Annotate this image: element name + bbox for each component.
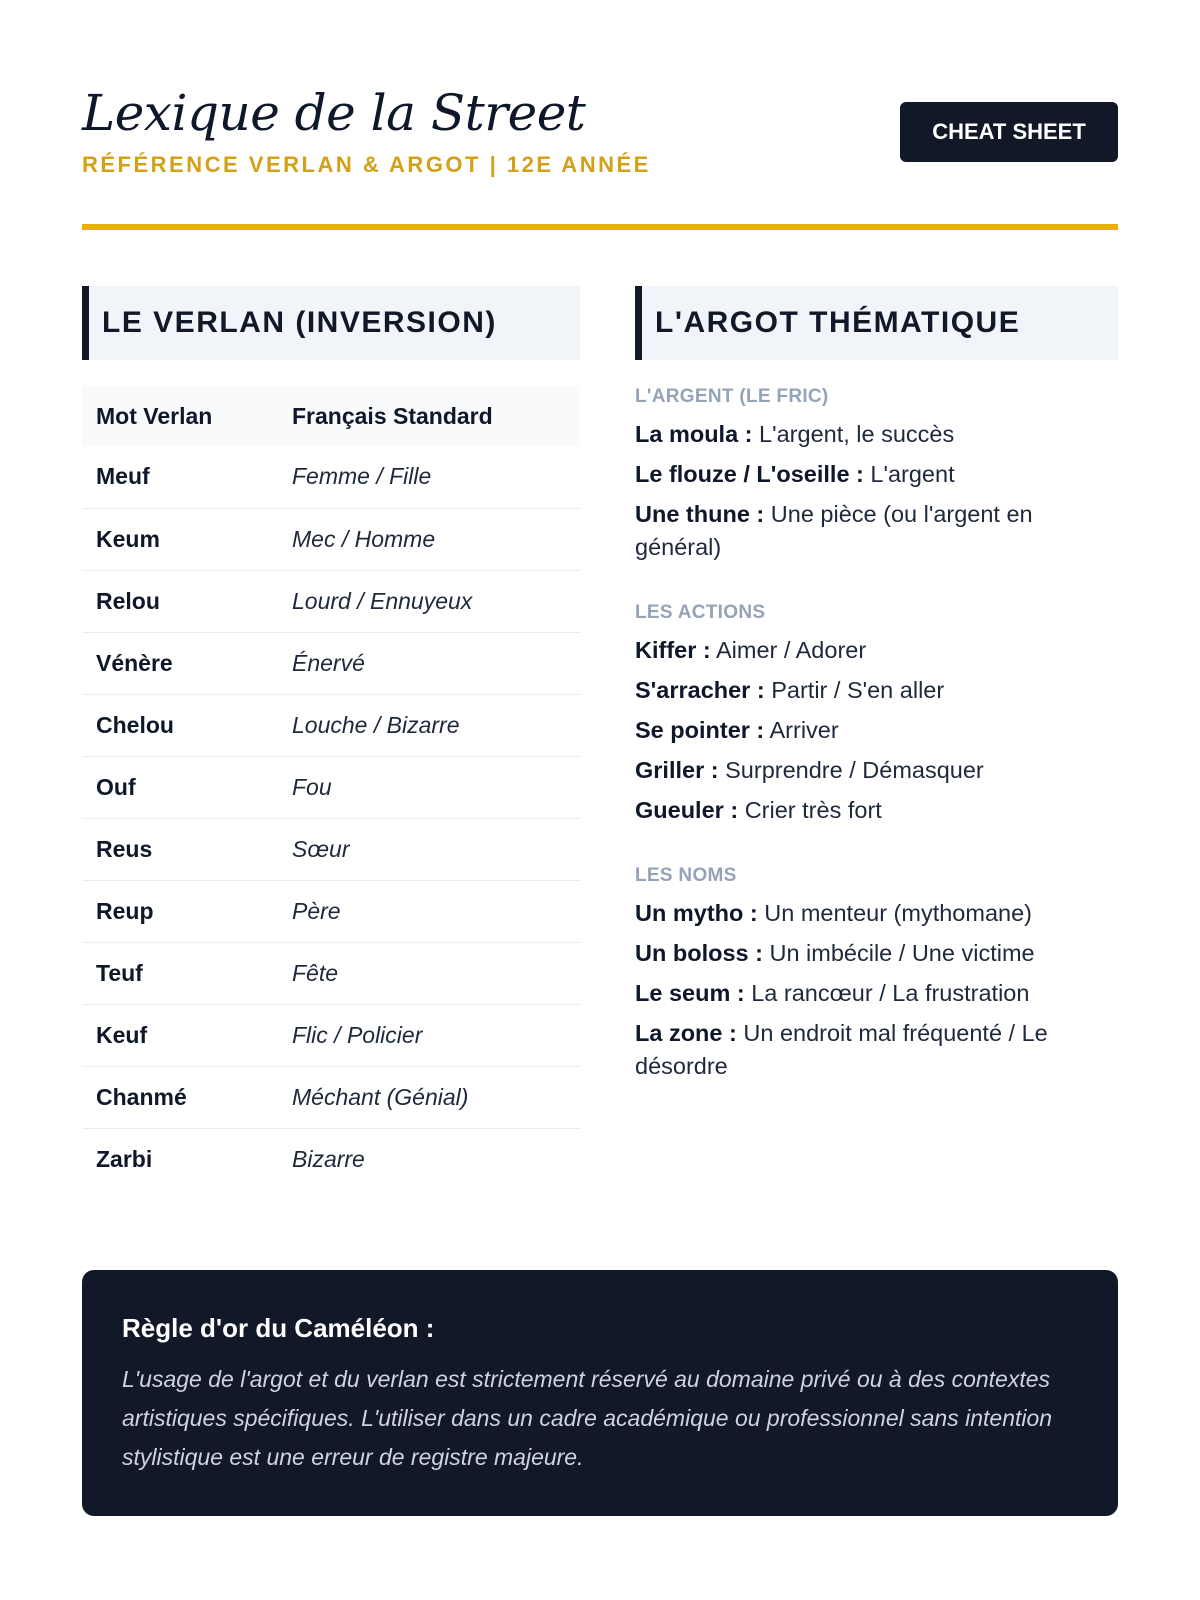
standard-meaning: Bizarre xyxy=(292,1145,365,1172)
standard-meaning: Fête xyxy=(278,942,580,1004)
argot-section xyxy=(635,286,1118,1090)
slang-definition: Une pièce (ou l'argent en général) xyxy=(635,501,1033,560)
slang-term: Kiffer : xyxy=(635,637,711,663)
standard-meaning: Mec / Homme xyxy=(278,508,580,570)
table-row xyxy=(82,818,580,880)
standard-meaning: Lourd / Ennuyeux xyxy=(278,570,580,632)
list-item xyxy=(635,674,1118,707)
slang-term: Se pointer : xyxy=(635,717,765,743)
slang-term: Gueuler : xyxy=(635,797,739,823)
verlan-word: Ouf xyxy=(82,756,278,818)
table-row xyxy=(82,694,580,756)
table-row xyxy=(82,1128,580,1190)
table-row xyxy=(82,446,580,508)
golden-rule-title: Règle d'or du Caméléon : xyxy=(122,1313,435,1343)
verlan-word: Teuf xyxy=(82,942,278,1004)
page-subtitle: RÉFÉRENCE VERLAN & ARGOT | 12E ANNÉE xyxy=(82,152,651,177)
cheat-sheet-badge: CHEAT SHEET xyxy=(900,102,1118,162)
argot-groups xyxy=(635,386,1118,1083)
slang-definition: La rancœur / La frustration xyxy=(751,980,1030,1006)
slang-definition: Crier très fort xyxy=(744,797,882,823)
verlan-word: Relou xyxy=(82,570,278,632)
golden-rule-text: L'usage de l'argot et du verlan est strictement réservé au domaine privé ou à des contextes artistiques spécifiques. L'utiliser dans un cadre académique ou professionnel sans intention stylistique est une erreur de registre majeure. xyxy=(122,1366,1053,1470)
list-item xyxy=(635,897,1118,930)
argot-group-title: LES ACTIONS xyxy=(635,602,766,623)
standard-meaning: Flic / Policier xyxy=(278,1004,580,1066)
slang-definition: Un imbécile / Une victime xyxy=(769,940,1035,966)
table-row xyxy=(82,570,580,632)
verlan-word: Reup xyxy=(82,880,278,942)
slang-term: Le seum : xyxy=(635,980,745,1006)
table-row xyxy=(82,942,580,1004)
verlan-table xyxy=(82,386,580,1190)
slang-term: La moula : xyxy=(635,421,753,447)
content-columns xyxy=(82,286,1118,1186)
argot-group xyxy=(635,602,1118,827)
slang-definition: Un menteur (mythomane) xyxy=(764,900,1032,926)
list-item xyxy=(635,794,1118,827)
slang-term: Un mytho : xyxy=(635,900,758,926)
slang-definition: Surprendre / Démasquer xyxy=(725,757,984,783)
slang-definition: Un endroit mal fréquenté / Le désordre xyxy=(635,1020,1048,1079)
standard-meaning: Méchant (Génial) xyxy=(278,1066,580,1128)
list-item xyxy=(635,714,1118,747)
verlan-word: Reus xyxy=(82,818,278,880)
standard-meaning: Fou xyxy=(278,756,580,818)
golden-rule-box xyxy=(82,1270,1118,1516)
slang-term: La zone : xyxy=(635,1020,737,1046)
verlan-heading: LE VERLAN (INVERSION) xyxy=(82,286,580,360)
list-item xyxy=(635,418,1118,451)
verlan-table-body xyxy=(82,446,580,1190)
list-item xyxy=(635,977,1118,1010)
verlan-word: Keum xyxy=(82,508,278,570)
slang-term: Un boloss : xyxy=(635,940,763,966)
slang-term: Le flouze / L'oseille : xyxy=(635,461,864,487)
page-title: Lexique de la Street xyxy=(82,84,586,142)
argot-group xyxy=(635,865,1118,1083)
argot-group-title: LES NOMS xyxy=(635,865,737,886)
argot-heading: L'ARGOT THÉMATIQUE xyxy=(635,286,1118,360)
column-header-verlan: Mot Verlan xyxy=(82,386,278,446)
verlan-word: Zarbi xyxy=(96,1145,153,1172)
slang-definition: L'argent xyxy=(870,461,955,487)
table-row xyxy=(82,880,580,942)
page-header xyxy=(82,82,1118,230)
verlan-word: Keuf xyxy=(82,1004,278,1066)
slang-definition: Aimer / Adorer xyxy=(715,637,867,663)
standard-meaning: Louche / Bizarre xyxy=(278,694,580,756)
verlan-word: Chanmé xyxy=(82,1066,278,1128)
slang-term: Une thune : xyxy=(635,501,765,527)
slang-term: S'arracher : xyxy=(635,677,765,703)
table-row xyxy=(82,756,580,818)
list-item xyxy=(635,1017,1118,1083)
list-item xyxy=(635,754,1118,787)
standard-meaning: Sœur xyxy=(278,818,580,880)
verlan-table-header-row xyxy=(82,386,580,446)
verlan-word: Vénère xyxy=(82,632,278,694)
verlan-word: Chelou xyxy=(82,694,278,756)
table-row xyxy=(82,508,580,570)
slang-definition: L'argent, le succès xyxy=(759,421,955,447)
list-item xyxy=(635,498,1118,564)
argot-group xyxy=(635,386,1118,564)
table-row xyxy=(82,1004,580,1066)
standard-meaning: Femme / Fille xyxy=(278,446,580,508)
table-row xyxy=(82,1066,580,1128)
list-item xyxy=(635,634,1118,667)
list-item xyxy=(635,458,1118,491)
column-header-standard: Français Standard xyxy=(278,386,580,446)
slang-definition: Partir / S'en aller xyxy=(771,677,945,703)
verlan-section xyxy=(82,286,580,1190)
list-item xyxy=(635,937,1118,970)
slang-definition: Arriver xyxy=(769,717,839,743)
verlan-word: Meuf xyxy=(82,446,278,508)
argot-group-title: L'ARGENT (LE FRIC) xyxy=(635,386,829,407)
slang-term: Griller : xyxy=(635,757,719,783)
table-row xyxy=(82,632,580,694)
standard-meaning: Énervé xyxy=(278,632,580,694)
standard-meaning: Père xyxy=(278,880,580,942)
